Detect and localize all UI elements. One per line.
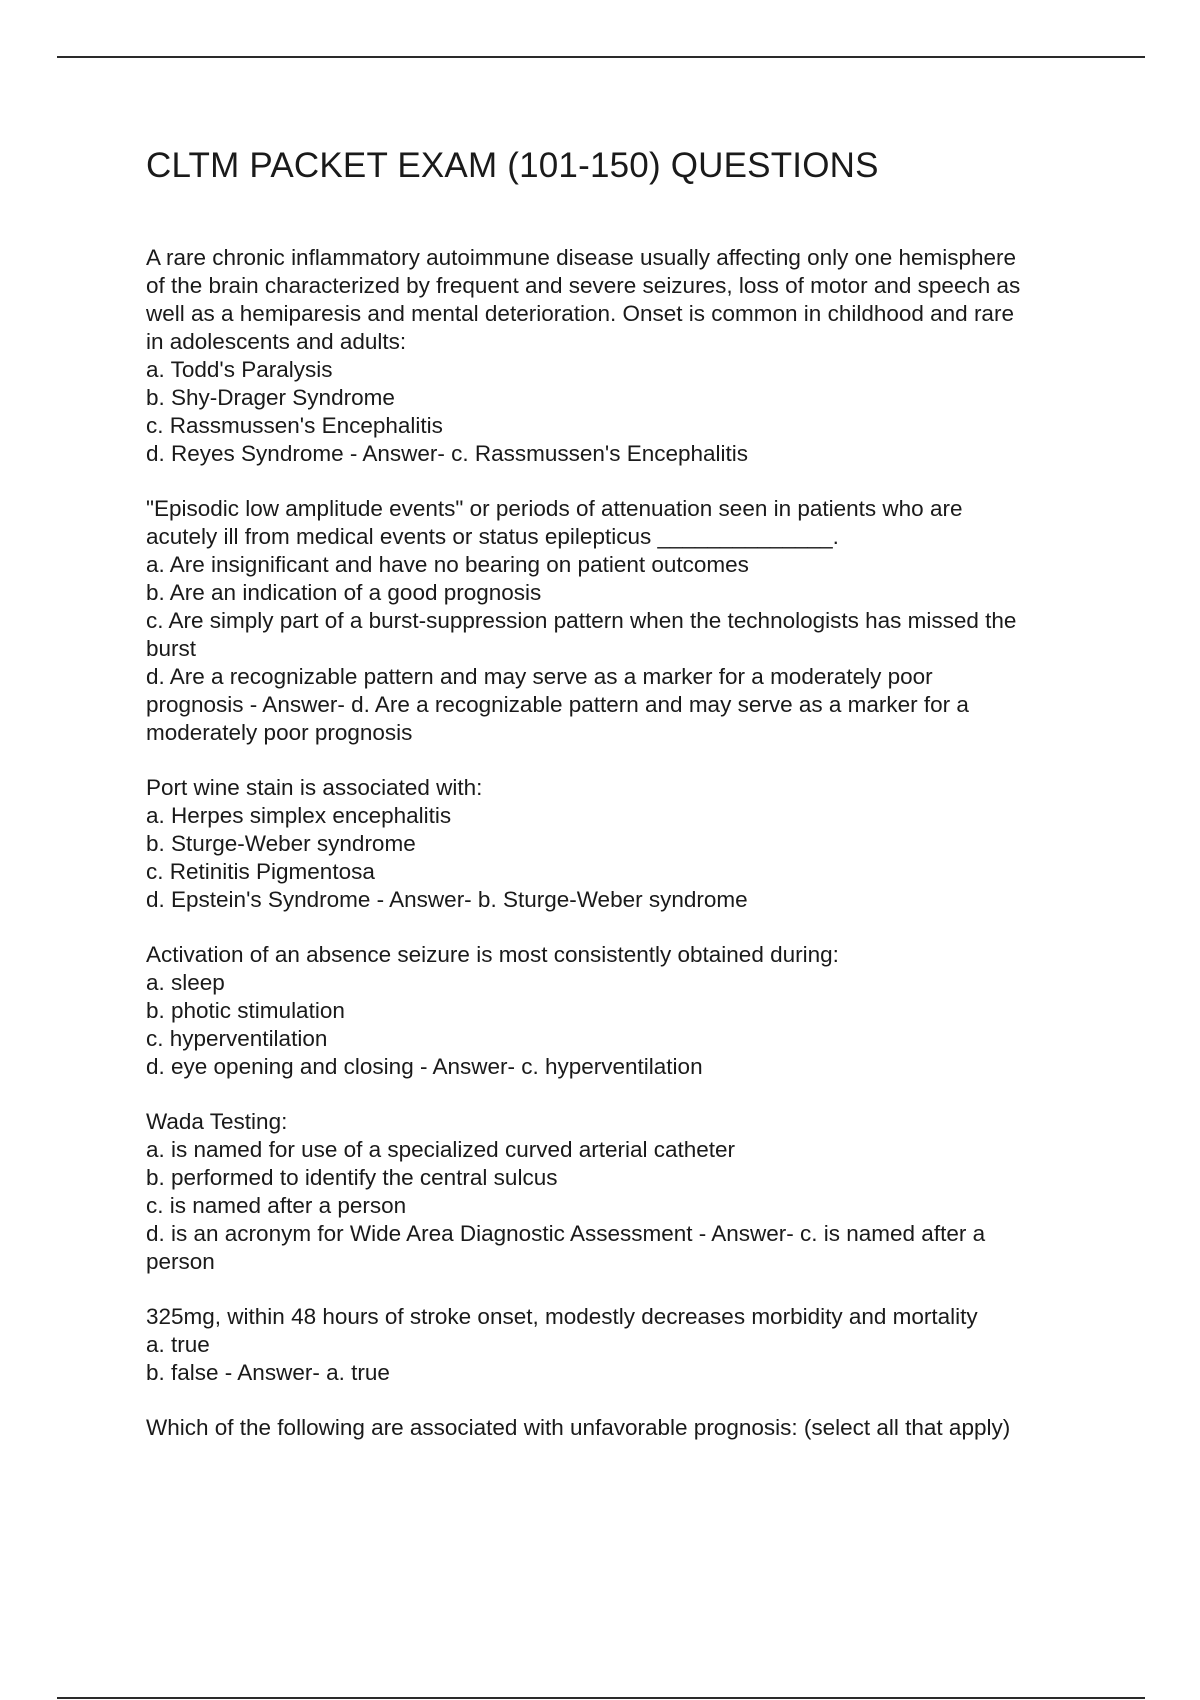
answer-option: person bbox=[146, 1249, 215, 1274]
question-block bbox=[146, 1303, 1096, 1387]
answer-option: c. Rassmussen's Encephalitis bbox=[146, 413, 443, 438]
answer-option: b. Shy-Drager Syndrome bbox=[146, 385, 395, 410]
question-line: well as a hemiparesis and mental deterioration. Onset is common in childhood and rare bbox=[146, 301, 1014, 326]
answer-option: c. Are simply part of a burst-suppression pattern when the technologists has missed the bbox=[146, 608, 1017, 633]
answer-option: d. Epstein's Syndrome - Answer- b. Sturge-Weber syndrome bbox=[146, 887, 748, 912]
answer-option: b. false - Answer- a. true bbox=[146, 1360, 390, 1385]
answer-option: b. Sturge-Weber syndrome bbox=[146, 831, 416, 856]
answer-option: a. is named for use of a specialized curved arterial catheter bbox=[146, 1137, 736, 1162]
question-block bbox=[146, 495, 1096, 747]
question-block bbox=[146, 1414, 1096, 1442]
question-line: Which of the following are associated with unfavorable prognosis: (select all that apply) bbox=[146, 1415, 1011, 1440]
question-block bbox=[146, 774, 1096, 914]
answer-option: b. performed to identify the central sulcus bbox=[146, 1165, 558, 1190]
page-title: CLTM PACKET EXAM (101-150) QUESTIONS bbox=[146, 146, 879, 185]
answer-option: a. Are insignificant and have no bearing on patient outcomes bbox=[146, 552, 749, 577]
answer-option: moderately poor prognosis bbox=[146, 720, 413, 745]
answer-option: a. true bbox=[146, 1332, 210, 1357]
answer-option: d. Are a recognizable pattern and may serve as a marker for a moderately poor bbox=[146, 664, 933, 689]
answer-option: prognosis - Answer- d. Are a recognizable pattern and may serve as a marker for a bbox=[146, 692, 969, 717]
question-line: Activation of an absence seizure is most consistently obtained during: bbox=[146, 942, 839, 967]
answer-option: d. eye opening and closing - Answer- c. hyperventilation bbox=[146, 1054, 703, 1079]
question-line: acutely ill from medical events or status epilepticus ______________. bbox=[146, 524, 839, 549]
answer-option: c. Retinitis Pigmentosa bbox=[146, 859, 375, 884]
question-line: Port wine stain is associated with: bbox=[146, 775, 483, 800]
question-block bbox=[146, 941, 1096, 1081]
question-block bbox=[146, 1108, 1096, 1276]
question-line: Wada Testing: bbox=[146, 1109, 288, 1134]
answer-option: a. Todd's Paralysis bbox=[146, 357, 333, 382]
answer-option: burst bbox=[146, 636, 197, 661]
question-line: 325mg, within 48 hours of stroke onset, modestly decreases morbidity and mortality bbox=[146, 1304, 978, 1329]
answer-option: b. photic stimulation bbox=[146, 998, 345, 1023]
answer-option: d. is an acronym for Wide Area Diagnostic Assessment - Answer- c. is named after a bbox=[146, 1221, 986, 1246]
answer-option: b. Are an indication of a good prognosis bbox=[146, 580, 542, 605]
answer-option: c. hyperventilation bbox=[146, 1026, 328, 1051]
document-body bbox=[146, 140, 1096, 1469]
footer-rule bbox=[57, 1697, 1145, 1699]
question-line: in adolescents and adults: bbox=[146, 329, 407, 354]
question-block bbox=[146, 244, 1096, 468]
question-line: "Episodic low amplitude events" or periods of attenuation seen in patients who are bbox=[146, 496, 963, 521]
answer-option: c. is named after a person bbox=[146, 1193, 407, 1218]
answer-option: d. Reyes Syndrome - Answer- c. Rassmussen's Encephalitis bbox=[146, 441, 749, 466]
answer-option: a. sleep bbox=[146, 970, 225, 995]
question-line: of the brain characterized by frequent and severe seizures, loss of motor and speech as bbox=[146, 273, 1021, 298]
answer-option: a. Herpes simplex encephalitis bbox=[146, 803, 452, 828]
header-rule bbox=[57, 56, 1145, 58]
question-line: A rare chronic inflammatory autoimmune disease usually affecting only one hemisphere bbox=[146, 245, 1017, 270]
